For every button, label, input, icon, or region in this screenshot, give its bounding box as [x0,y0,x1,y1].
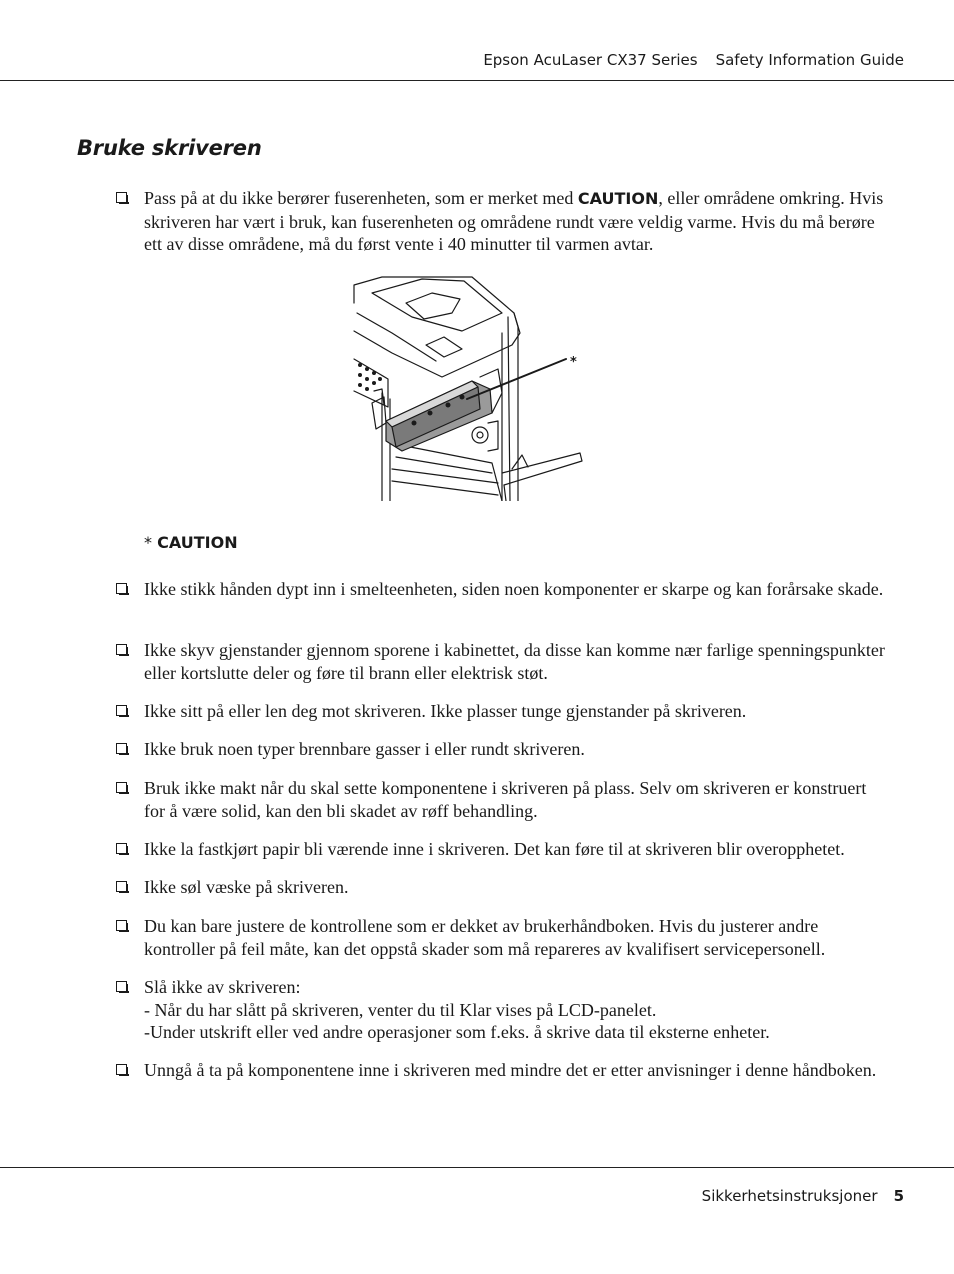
checkbox-bullet-icon [116,743,127,754]
checkbox-bullet-icon [116,881,127,892]
checkbox-bullet-icon [116,843,127,854]
list-item [116,639,886,684]
page-footer [702,1187,904,1205]
section-title: Bruke skriveren [77,136,262,160]
list-item-text: Ikke skyv gjenstander gjennom sporene i kabinettet, da disse kan komme nær farlige spenningspunkter eller kortslutte deler og føre til brann eller elektrisk støt. [144,640,885,683]
checkbox-bullet-icon [116,981,127,992]
header-text [483,51,904,69]
list-item [116,700,886,723]
list-item [116,915,886,960]
caution-label: CAUTION [577,189,659,208]
list-item-text: Ikke sitt på eller len deg mot skriveren. Ikke plasser tunge gjenstander på skriveren. [144,701,747,721]
checkbox-bullet-icon [116,782,127,793]
list-item-text: Ikke søl væske på skriveren. [144,877,349,897]
footer-section: Sikkerhetsinstruksjoner [701,1187,878,1205]
list-item [116,1059,886,1082]
printer-illustration [352,273,584,501]
checkbox-bullet-icon [116,705,127,716]
checkbox-bullet-icon [116,583,127,594]
list-item-text: Bruk ikke makt når du skal sette komponentene i skriveren på plass. Selv om skriveren er konstruert for å være solid, kan den bli skadet av røff behandling. [144,778,867,821]
figure-marker: * [570,355,577,370]
list-item [116,578,886,601]
list-item [116,976,886,1044]
list-item-text: Ikke la fastkjørt papir bli værende inne i skriveren. Det kan føre til at skriveren blir overopphetet. [144,839,845,859]
caption-label: CAUTION [157,533,238,552]
checkbox-bullet-icon [116,644,127,655]
list-item-text: Unngå å ta på komponentene inne i skriveren med mindre det er etter anvisninger i denne håndboken. [144,1060,877,1080]
checkbox-bullet-icon [116,192,127,203]
header-guide: Safety Information Guide [715,51,904,69]
list-item [116,777,886,822]
list-item [116,838,886,861]
page-header [0,0,954,81]
footer-rule [0,1167,954,1168]
page-number: 5 [893,1187,904,1205]
list-item [116,876,886,899]
list-item-text: Ikke stikk hånden dypt inn i smelteenheten, siden noen komponenter er skarpe og kan forårsake skade. [144,579,884,599]
list-item-text: Du kan bare justere de kontrollene som er dekket av brukerhåndboken. Hvis du justerer andre kontroller på feil måte, kan det oppstå skader som må repareres av kvalifisert servicepersonell. [144,916,826,959]
list-item [116,738,886,761]
list-item-text: Ikke bruk noen typer brennbare gasser i eller rundt skriveren. [144,739,585,759]
list-item-text: Slå ikke av skriveren: - Når du har slått på skriveren, venter du til Klar vises på LCD-panelet. -Under utskrift eller ved andre operasjoner som f.eks. å skrive data til eksterne enheter. [144,977,770,1042]
list-item-text: Pass på at du ikke berører fuserenheten, som er merket med CAUTION, eller områdene omkring. Hvis skriveren har vært i bruk, kan fuserenheten og områdene rundt være veldig varme. Hvis du må berøre ett av disse områdene, må du først vente i 40 minutter til varmen avtar. [144,188,884,254]
checkbox-bullet-icon [116,1064,127,1075]
header-product: Epson AcuLaser CX37 Series [483,51,698,69]
checkbox-bullet-icon [116,920,127,931]
list-item [116,187,886,256]
figure-caption: * CAUTION [144,533,238,552]
